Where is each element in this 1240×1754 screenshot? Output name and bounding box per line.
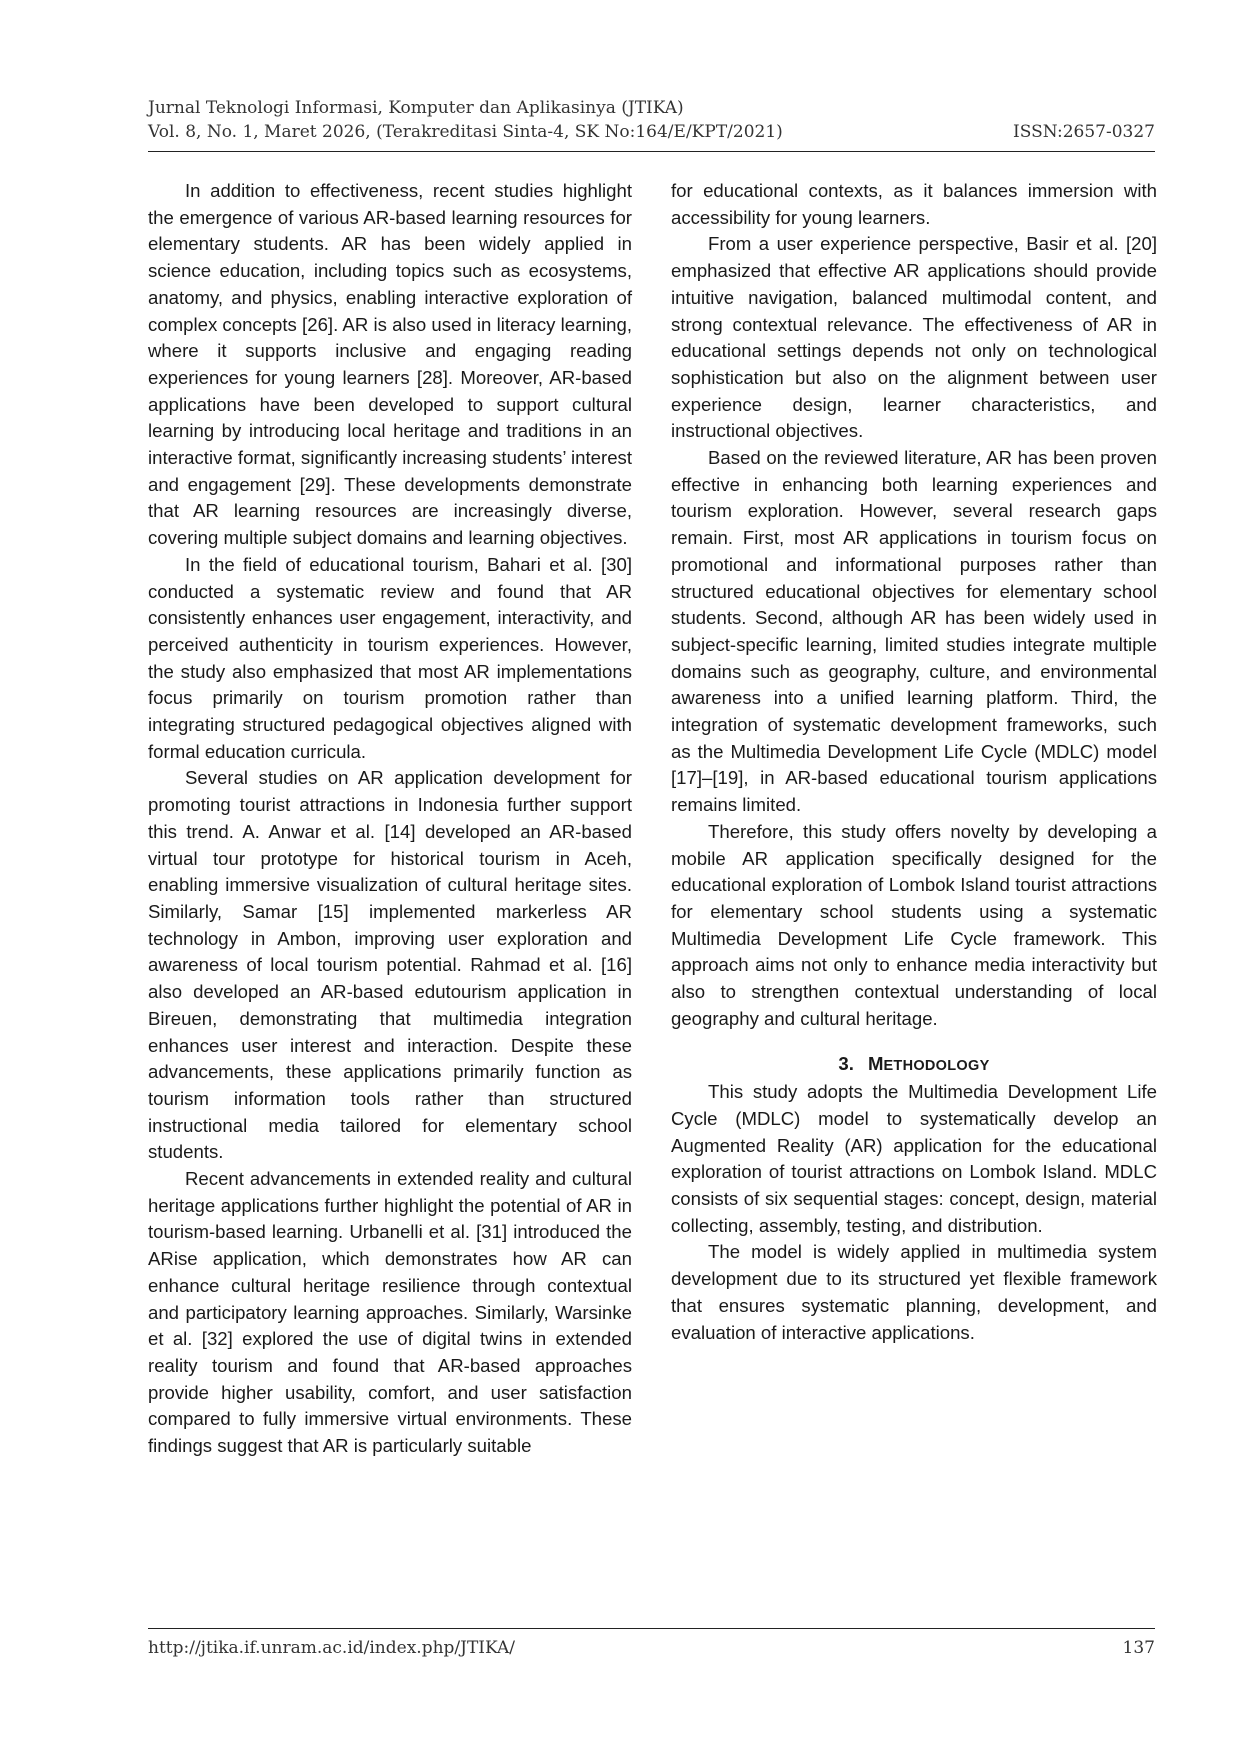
header-divider — [148, 151, 1155, 152]
footer-divider — [148, 1628, 1155, 1629]
methodology-paragraph-1: This study adopts the Multimedia Development Life Cycle (MDLC) model to systematically develop an Augmented Reality (AR) application for the educational exploration of tourist attractions on Lombok Island. MDLC consists of six sequential stages: concept, design, material collecting, assembly, testing, and distribution. — [671, 1081, 1157, 1236]
page-number: 137 — [1122, 1638, 1155, 1658]
header-volume-row — [148, 120, 1155, 144]
section-title-rest: ETHODOLOGY — [883, 1057, 990, 1074]
left-column — [148, 178, 632, 1460]
left-paragraph-2: In the field of educational tourism, Bahari et al. [30] conducted a systematic review and found that AR consistently enhances user engagement, interactivity, and perceived authenticity in tourism experiences. However, the study also emphasized that most AR implementations focus primarily on tourism promotion rather than integrating structured pedagogical objectives aligned with formal education curricula. — [148, 553, 632, 762]
running-header — [148, 96, 1155, 144]
journal-url: http://jtika.if.unram.ac.id/index.php/JTIKA/ — [148, 1638, 516, 1658]
left-paragraph-4: Recent advancements in extended reality and cultural heritage applications further highlight the potential of AR in tourism-based learning. Urbanelli et al. [31] introduced the ARise application, which demonstrates how AR can enhance cultural heritage resilience through contextual and participatory learning approaches. Similarly, Warsinke et al. [32] explored the use of digital twins in extended reality tourism and found that AR-based approaches provide higher usability, comfort, and user satisfaction compared to fully immersive virtual environments. These findings suggest that AR is particularly suitable — [148, 1168, 632, 1457]
section-title-initial: M — [867, 1052, 884, 1074]
volume-info: Vol. 8, No. 1, Maret 2026, (Terakreditasi Sinta-4, SK No:164/E/KPT/2021) — [148, 122, 783, 142]
section-heading-methodology — [671, 1051, 1157, 1080]
section-number: 3. — [838, 1052, 854, 1074]
left-paragraph-1: In addition to effectiveness, recent studies highlight the emergence of various AR-based learning resources for elementary students. AR has been widely applied in science education, including topics such as ecosystems, anatomy, and physics, enabling interactive exploration of complex concepts [26]. AR is also used in literacy learning, where it supports inclusive and engaging reading experiences for young learners [28]. Moreover, AR-based applications have been developed to support cultural learning by introducing local heritage and traditions in an interactive format, significantly increasing students’ interest and engagement [29]. These developments demonstrate that AR learning resources are increasingly diverse, covering multiple subject domains and learning objectives. — [148, 180, 633, 549]
left-paragraph-3: Several studies on AR application development for promoting tourist attractions in Indonesia further support this trend. A. Anwar et al. [14] developed an AR-based virtual tour prototype for historical tourism in Aceh, enabling immersive visualization of cultural heritage sites. Similarly, Samar [15] implemented markerless AR technology in Ambon, improving user exploration and awareness of local tourism potential. Rahmad et al. [16] also developed an AR-based edutourism application in Bireuen, demonstrating that multimedia integration enhances user interest and interaction. Despite these advancements, these applications primarily function as tourism information tools rather than structured instructional media tailored for elementary school students. — [148, 767, 632, 1163]
methodology-paragraph-2: The model is widely applied in multimedia system development due to its structured yet flexible framework that ensures systematic planning, development, and evaluation of interactive applications. — [671, 1241, 1157, 1343]
right-paragraph-1: From a user experience perspective, Basir et al. [20] emphasized that effective AR applications should provide intuitive navigation, balanced multimodal content, and strong contextual relevance. The effectiveness of AR in educational settings depends not only on technological sophistication but also on the alignment between user experience design, learner characteristics, and instructional objectives. — [671, 233, 1157, 442]
right-column — [671, 178, 1157, 1346]
page-footer — [148, 1638, 1155, 1658]
journal-name: Jurnal Teknologi Informasi, Komputer dan Aplikasinya (JTIKA) — [148, 98, 684, 118]
right-continuation: for educational contexts, as it balances immersion with accessibility for young learners. — [671, 180, 1157, 228]
right-paragraph-2: Based on the reviewed literature, AR has been proven effective in enhancing both learning experiences and tourism exploration. However, several research gaps remain. First, most AR applications in tourism focus on promotional and informational purposes rather than structured educational objectives for elementary school students. Second, although AR has been widely used in subject-specific learning, limited studies integrate multiple domains such as geography, culture, and environmental awareness into a unified learning platform. Third, the integration of systematic development frameworks, such as the Multimedia Development Life Cycle (MDLC) model [17]–[19], in AR-based educational tourism applications remains limited. — [671, 447, 1157, 816]
issn: ISSN:2657-0327 — [1013, 122, 1155, 142]
right-paragraph-3: Therefore, this study offers novelty by developing a mobile AR application specifically designed for the educational exploration of Lombok Island tourist attractions for elementary school students using a systematic Multimedia Development Life Cycle framework. This approach aims not only to enhance media interactivity but also to strengthen contextual understanding of local geography and cultural heritage. — [671, 820, 1157, 1029]
